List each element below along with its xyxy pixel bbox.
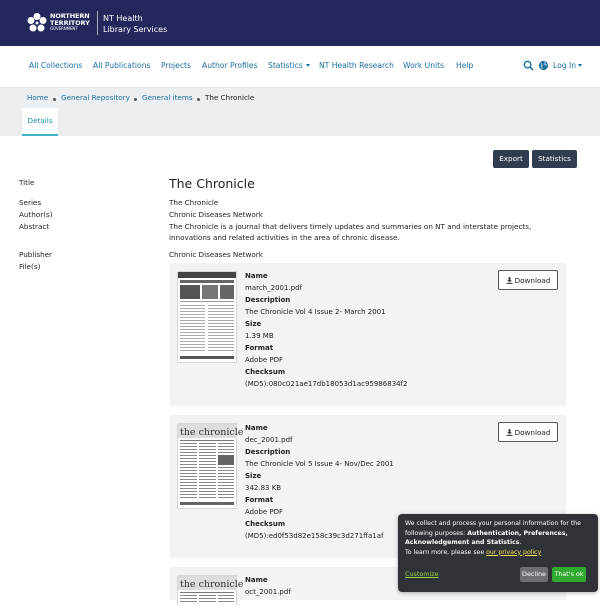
download-icon <box>506 429 513 436</box>
cookie-message: We collect and process your personal information for the following purposes: Authentication, Preferences, Acknowledgement and Statistics. To learn more, please see our privacy policy <box>405 520 581 556</box>
export-button[interactable]: Export <box>493 150 529 168</box>
nav-statistics-dropdown[interactable]: Statistics <box>268 61 310 70</box>
publisher-value: Chronic Diseases Network <box>169 250 263 259</box>
file-name-value: oct_2001.pdf <box>245 588 291 596</box>
abstract-value: The Chronicle is a journal that delivers timely updates and summaries on NT and interstate projects, innovations and related activities in the area of chronic disease. <box>169 222 532 242</box>
file-checksum-label: Checksum <box>245 368 286 376</box>
privacy-policy-link[interactable]: our privacy policy <box>486 548 542 556</box>
label-publisher: Publisher <box>19 250 52 259</box>
breadcrumb-general-repository[interactable]: General Repository <box>61 93 130 102</box>
file-thumbnail[interactable] <box>177 575 244 605</box>
statistics-button[interactable]: Statistics <box>532 150 577 168</box>
site-header <box>0 0 600 46</box>
label-files: File(s) <box>19 262 41 271</box>
page-title: The Chronicle <box>169 176 255 191</box>
cookie-consent-banner <box>398 514 598 592</box>
nav-all-collections[interactable]: All Collections <box>29 61 83 70</box>
file-description-label: Description <box>245 448 291 456</box>
decline-button[interactable]: Decline <box>520 567 548 582</box>
file-card <box>170 263 566 406</box>
file-format-value: Adobe PDF <box>245 508 284 516</box>
breadcrumb-separator <box>53 98 56 101</box>
language-globe-icon[interactable] <box>538 60 549 71</box>
download-button[interactable]: Download <box>498 422 558 442</box>
file-size-label: Size <box>245 472 262 480</box>
file-name-label: Name <box>245 272 268 280</box>
author-value[interactable]: Chronic Diseases Network <box>169 210 263 219</box>
file-format-label: Format <box>245 344 274 352</box>
file-description-label: Description <box>245 296 291 304</box>
file-name-value: march_2001.pdf <box>245 284 303 292</box>
series-value[interactable]: The Chronicle <box>169 198 219 207</box>
nav-nt-health-research[interactable]: NT Health Research <box>319 61 394 70</box>
logo-divider <box>97 11 98 35</box>
customize-link[interactable]: Customize <box>405 570 439 578</box>
label-series: Series <box>19 198 42 207</box>
breadcrumb-home[interactable]: Home <box>27 93 49 102</box>
breadcrumb-current: The Chronicle <box>205 93 255 102</box>
file-checksum-value: (MD5):ed0f53d82e158c39c3d271ffa1af <box>245 532 384 540</box>
breadcrumb-bar <box>0 88 600 136</box>
nav-author-profiles[interactable]: Author Profiles <box>202 61 258 70</box>
file-description-value: The Chronicle Vol 5 Issue 4- Nov/Dec 2001 <box>245 460 394 468</box>
file-name-value: dec_2001.pdf <box>245 436 293 444</box>
breadcrumb-general-items[interactable]: General items <box>142 93 193 102</box>
file-thumbnail[interactable] <box>177 423 244 509</box>
login-dropdown[interactable]: Log In <box>553 61 582 70</box>
main-nav <box>0 46 600 88</box>
org-name: NORTHERN TERRITORY GOVERNMENT <box>50 12 90 31</box>
site-title[interactable]: NT Health Library Services <box>103 14 168 34</box>
label-abstract: Abstract <box>19 222 50 231</box>
file-size-label: Size <box>245 320 262 328</box>
nav-work-units[interactable]: Work Units <box>403 61 445 70</box>
file-name-label: Name <box>245 424 268 432</box>
file-size-value: 1.39 MB <box>245 332 274 340</box>
download-button[interactable]: Download <box>498 270 558 290</box>
file-thumbnail[interactable] <box>177 271 237 363</box>
tab-details[interactable]: Details <box>22 108 58 136</box>
nav-help[interactable]: Help <box>456 61 474 70</box>
file-format-label: Format <box>245 496 274 504</box>
nt-government-logo-icon <box>26 12 48 34</box>
file-checksum-value: (MD5):080c021ae17db18053d1ac95986834f2 <box>245 380 408 388</box>
nav-all-publications[interactable]: All Publications <box>93 61 151 70</box>
accept-button[interactable]: That's ok <box>552 567 586 582</box>
label-authors: Author(s) <box>19 210 53 219</box>
download-icon <box>506 277 513 284</box>
search-icon[interactable] <box>523 60 534 71</box>
file-size-value: 342.83 KB <box>245 484 282 492</box>
breadcrumb-separator <box>134 98 137 101</box>
nav-projects[interactable]: Projects <box>161 61 191 70</box>
file-format-value: Adobe PDF <box>245 356 284 364</box>
file-checksum-label: Checksum <box>245 520 286 528</box>
breadcrumb-separator <box>197 98 200 101</box>
thumbnail-masthead: the chronicle <box>180 427 244 438</box>
label-title: Title <box>19 178 35 187</box>
file-description-value: The Chronicle Vol 4 Issue 2- March 2001 <box>245 308 386 316</box>
thumbnail-masthead: the chronicle <box>180 579 244 590</box>
file-name-label: Name <box>245 576 268 584</box>
